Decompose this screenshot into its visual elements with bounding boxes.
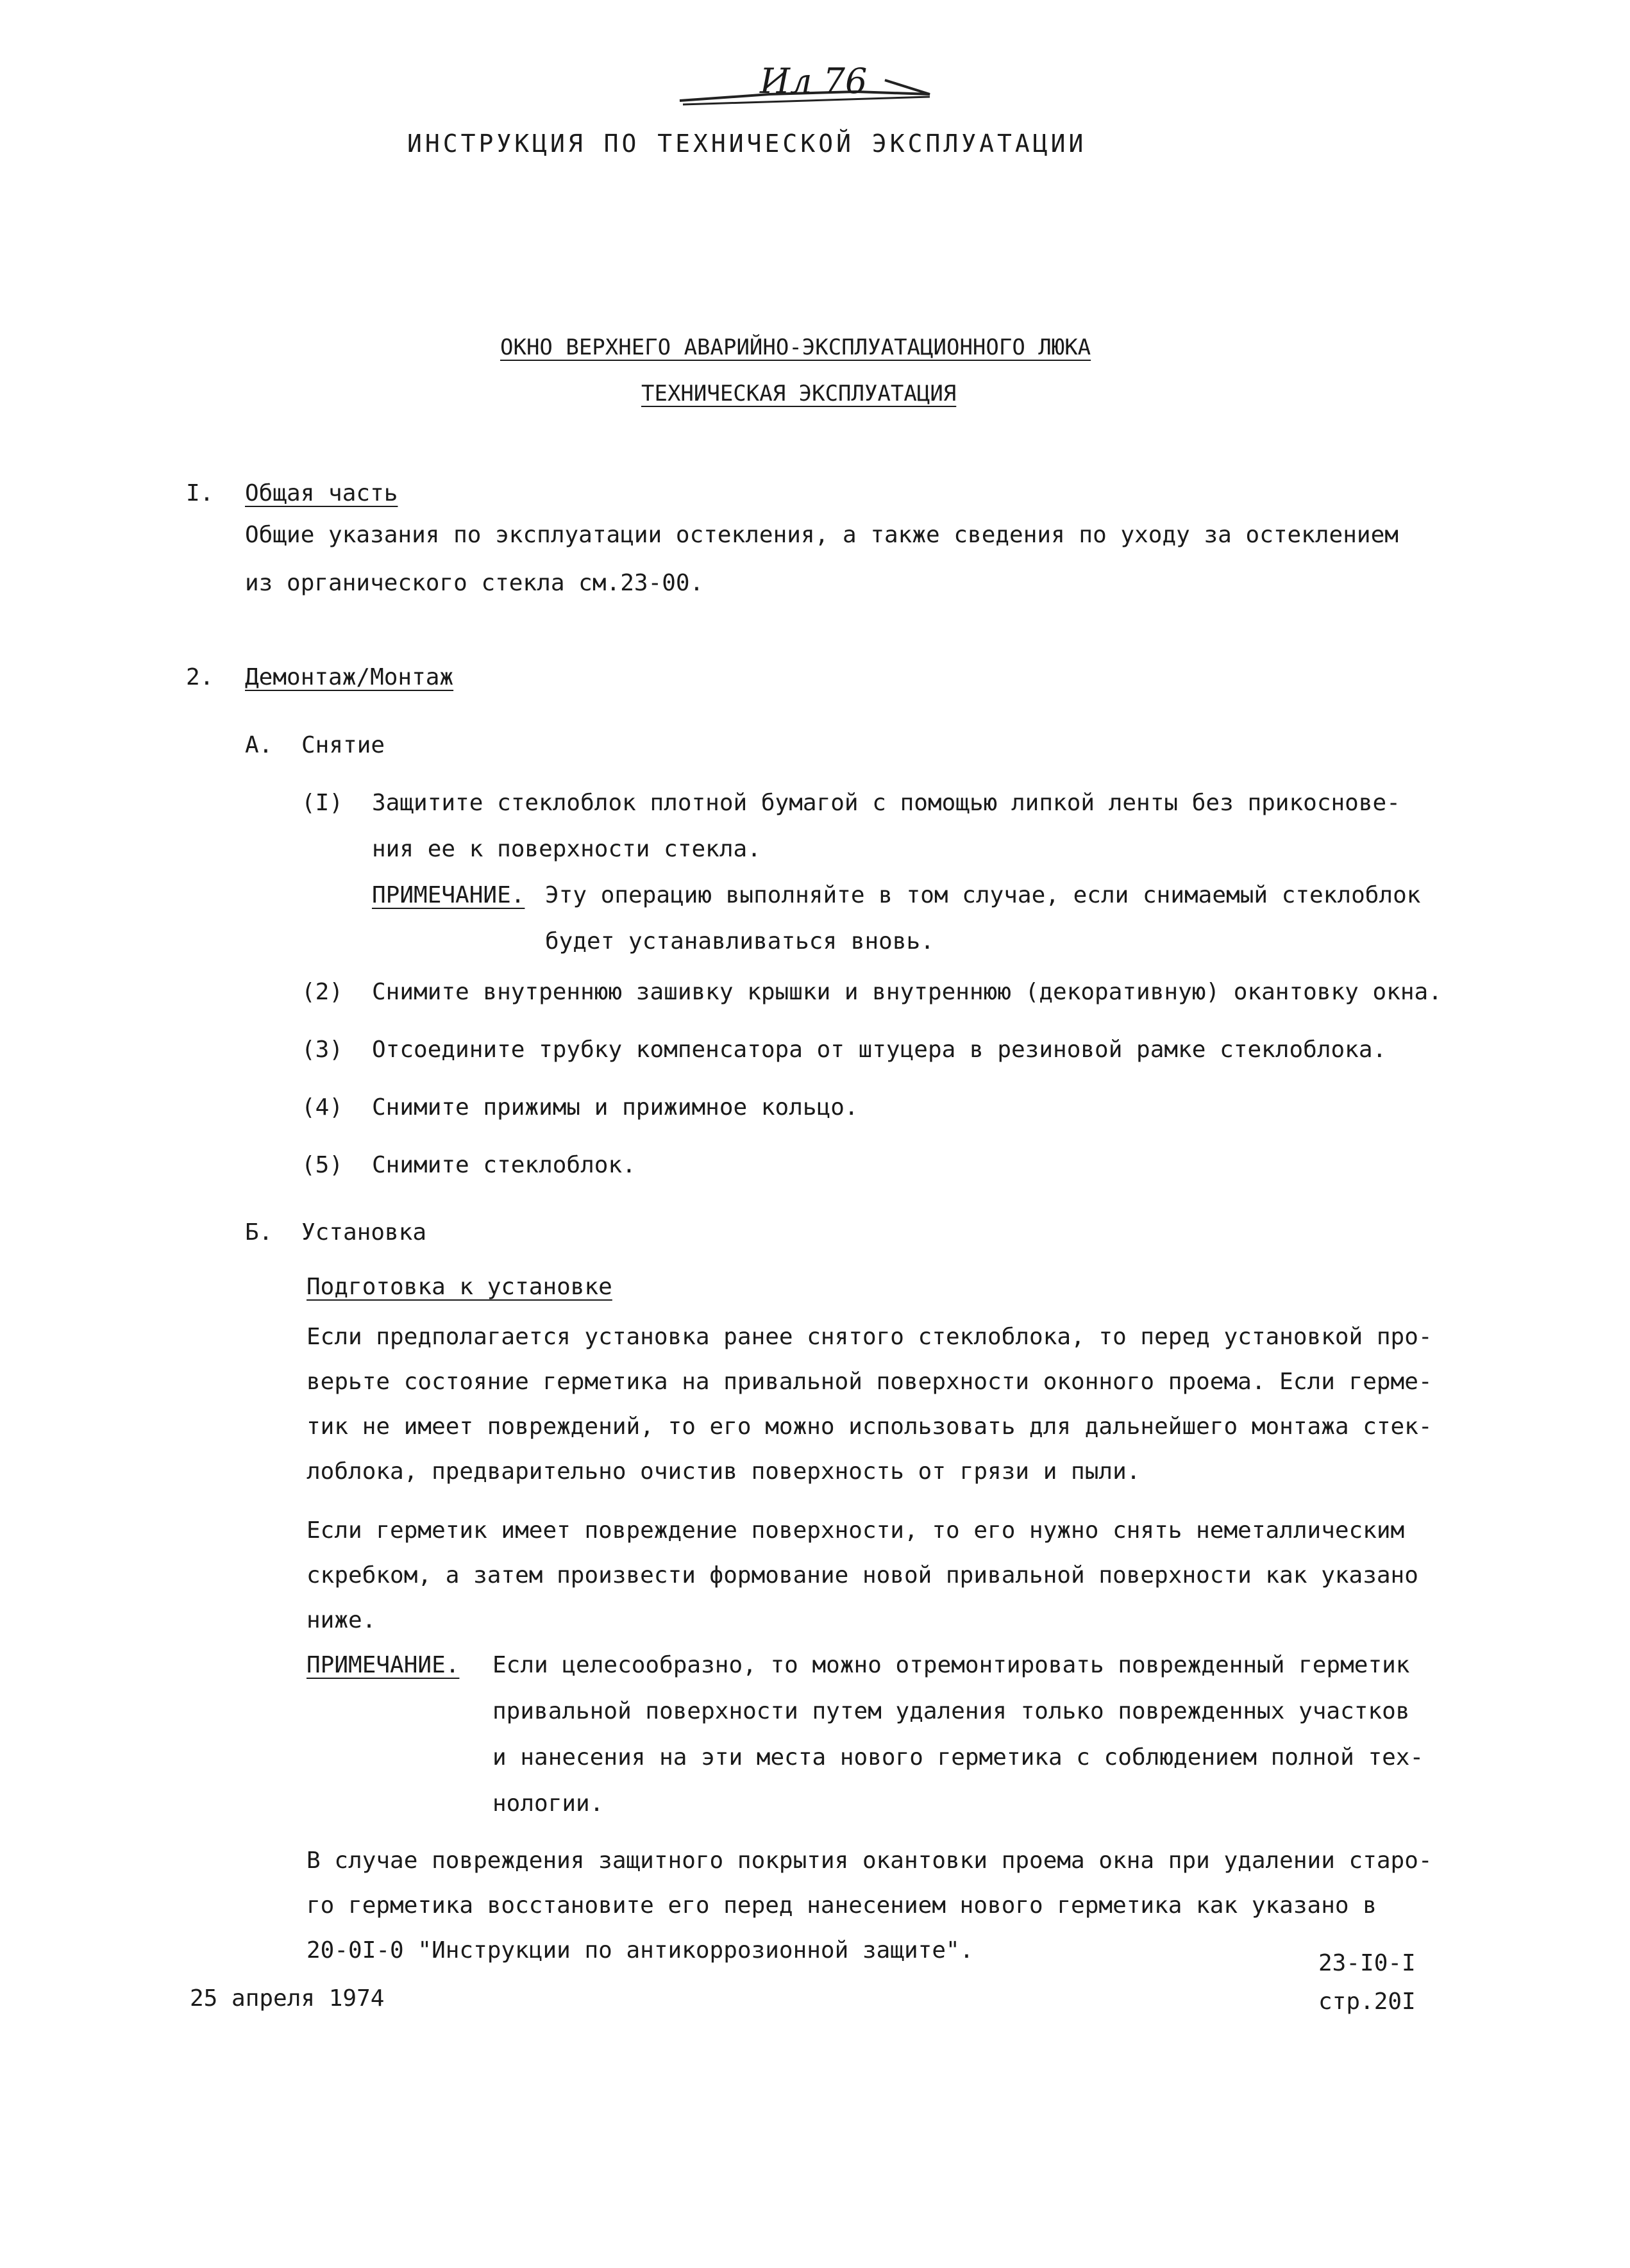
step-5-text: Снимите стеклоблок. [372, 1152, 636, 1178]
section-1-text-line: из органического стекла см.23-00. [245, 570, 704, 596]
section-2-number: 2. [186, 664, 214, 690]
section-1-text-line: Общие указания по эксплуатации остекления, а также сведения по уходу за остеклением [245, 522, 1399, 548]
document-title-line2: ТЕХНИЧЕСКАЯ ЭКСПЛУАТАЦИЯ [641, 381, 957, 406]
paragraph-1-line: Если предполагается установка ранее снятого стеклоблока, то перед установкой про- [307, 1324, 1433, 1350]
handwritten-mark: Ил 76 [760, 61, 868, 101]
note-label: ПРИМЕЧАНИЕ. [372, 882, 525, 908]
step-5-number: (5) [301, 1152, 344, 1178]
note-text-line: Если целесообразно, то можно отремонтировать поврежденный герметик [492, 1652, 1410, 1678]
step-3-text: Отсоедините трубку компенсатора от штуцера в резиновой рамке стеклоблока. [372, 1037, 1387, 1063]
section-2-heading: Демонтаж/Монтаж [245, 664, 454, 690]
step-1-number: (I) [301, 790, 344, 816]
subsection-a-label: Снятие [301, 732, 385, 758]
subsection-b-letter: Б. [245, 1219, 273, 1246]
step-2-text: Снимите внутреннюю зашивку крышки и внутреннюю (декоративную) окантовку окна. [372, 979, 1442, 1005]
document-header: ИНСТРУКЦИЯ ПО ТЕХНИЧЕСКОЙ ЭКСПЛУАТАЦИИ [407, 129, 1087, 158]
step-1-text-line: ния ее к поверхности стекла. [372, 836, 761, 862]
note-text-line: и нанесения на эти места нового герметика с соблюдением полной тех- [492, 1744, 1424, 1771]
footer-date: 25 апреля 1974 [190, 1985, 385, 2012]
step-1-text-line: Защитите стеклоблок плотной бумагой с помощью липкой ленты без прикоснове- [372, 790, 1400, 816]
section-1-number: I. [186, 480, 214, 506]
subsection-a-letter: А. [245, 732, 273, 758]
note-label: ПРИМЕЧАНИЕ. [307, 1652, 460, 1678]
step-3-number: (3) [301, 1037, 344, 1063]
paragraph-2-line: ниже. [307, 1607, 376, 1633]
paragraph-3-line: го герметика восстановите его перед нанесением нового герметика как указано в [307, 1892, 1377, 1919]
step-4-text: Снимите прижимы и прижимное кольцо. [372, 1094, 859, 1121]
paragraph-2-line: скребком, а затем произвести формование новой привальной поверхности как указано [307, 1562, 1418, 1588]
preparation-heading: Подготовка к установке [307, 1274, 612, 1300]
note-text-line: нологии. [492, 1790, 604, 1817]
paragraph-1-line: лоблока, предварительно очистив поверхность от грязи и пыли. [307, 1458, 1141, 1485]
note-text-line: Эту операцию выполняйте в том случае, если снимаемый стеклоблок [545, 882, 1421, 908]
note-text-line: будет устанавливаться вновь. [545, 928, 934, 955]
footer-doc-code: 23-I0-I [1318, 1950, 1416, 1976]
step-4-number: (4) [301, 1094, 344, 1121]
paragraph-3-line: В случае повреждения защитного покрытия окантовки проема окна при удалении старо- [307, 1847, 1433, 1874]
step-2-number: (2) [301, 979, 344, 1005]
paragraph-1-line: верьте состояние герметика на привальной поверхности оконного проема. Если герме- [307, 1369, 1433, 1395]
document-title-line1: ОКНО ВЕРХНЕГО АВАРИЙНО-ЭКСПЛУАТАЦИОННОГО ЛЮКА [500, 335, 1091, 360]
note-text-line: привальной поверхности путем удаления только поврежденных участков [492, 1698, 1410, 1724]
paragraph-1-line: тик не имеет повреждений, то его можно использовать для дальнейшего монтажа стек- [307, 1413, 1433, 1440]
section-1-heading: Общая часть [245, 480, 398, 506]
paragraph-3-line: 20-0I-0 "Инструкции по антикоррозионной защите". [307, 1937, 974, 1964]
footer-page-number: стр.20I [1318, 1989, 1416, 2015]
paragraph-2-line: Если герметик имеет повреждение поверхности, то его нужно снять неметаллическим [307, 1517, 1405, 1544]
subsection-b-label: Установка [301, 1219, 427, 1246]
